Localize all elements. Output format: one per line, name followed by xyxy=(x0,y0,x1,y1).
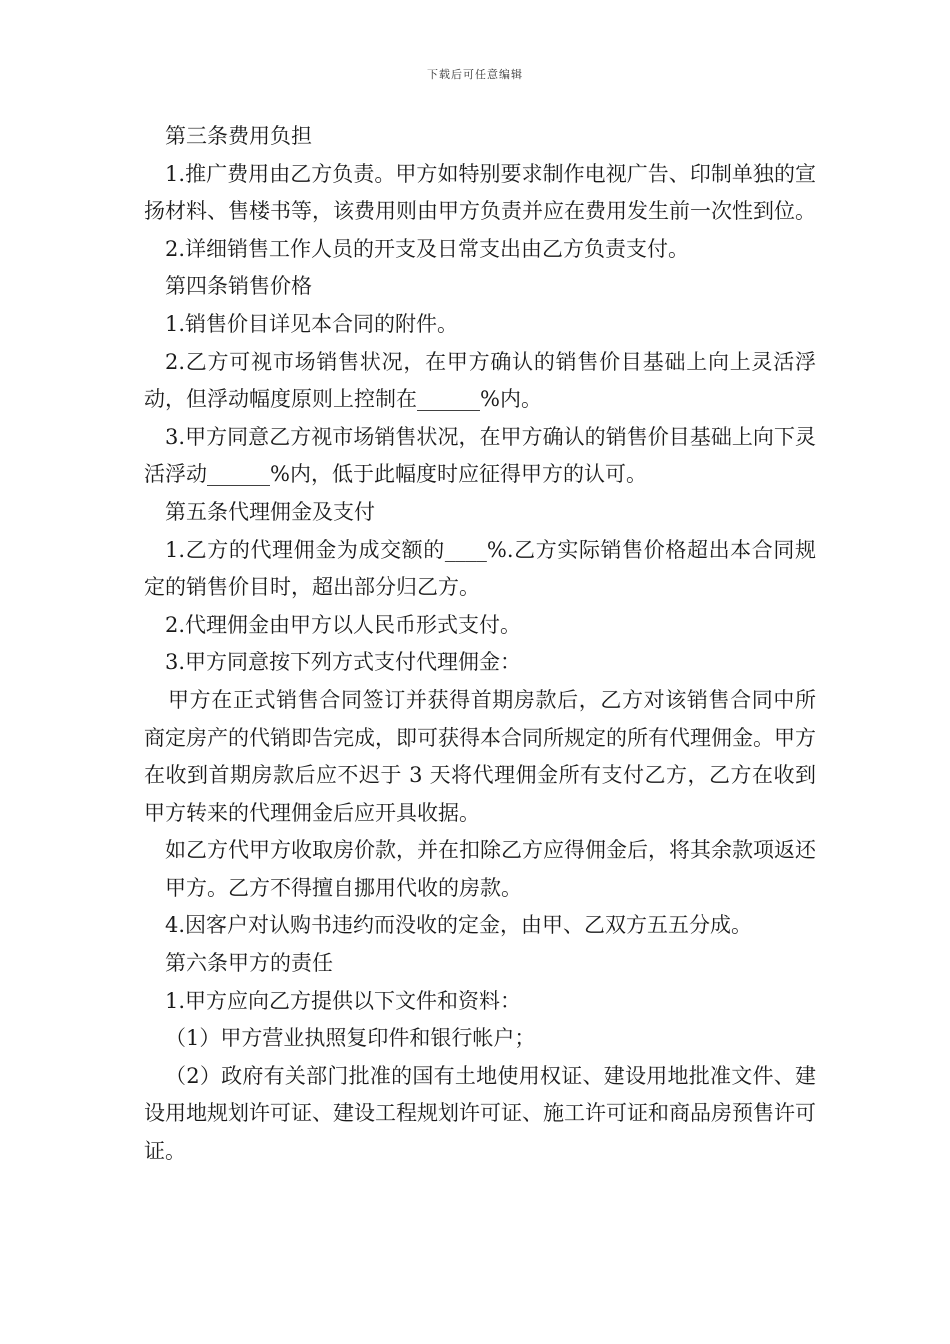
paragraph-6-1-item-1: （1）甲方营业执照复印件和银行帐户； xyxy=(165,1026,536,1051)
paragraph-3-2: 2.详细销售工作人员的开支及日常支出由乙方负责支付。 xyxy=(165,236,690,261)
paragraph-5-1: 1.乙方的代理佣金为成交额的____%.乙方实际销售价格超出本合同规定的销售价目时，超出部分归乙方。 xyxy=(144,537,816,600)
page-header: 下载后可任意编辑 xyxy=(427,68,523,81)
section-heading-5: 第五条代理佣金及支付 xyxy=(165,499,375,524)
paragraph-6-1: 1.甲方应向乙方提供以下文件和资料： xyxy=(165,988,522,1013)
paragraph-4-3: 3.甲方同意乙方视市场销售状况，在甲方确认的销售价目基础上向下灵活浮动______%内，低于此幅度时应征得甲方的认可。 xyxy=(144,424,816,487)
section-heading-3: 第三条费用负担 xyxy=(165,124,312,148)
paragraph-6-1-item-2: （2）政府有关部门批准的国有土地使用权证、建设用地批准文件、建设用地规划许可证、建设工程规划许可证、施工许可证和商品房预售许可证。 xyxy=(144,1063,816,1164)
paragraph-5-4: 4.因客户对认购书违约而没收的定金，由甲、乙双方五五分成。 xyxy=(165,913,753,938)
paragraph-5-2: 2.代理佣金由甲方以人民币形式支付。 xyxy=(165,612,522,637)
section-heading-4: 第四条销售价格 xyxy=(165,274,312,299)
document-body xyxy=(144,118,816,1171)
paragraph-4-2: 2.乙方可视市场销售状况，在甲方确认的销售价目基础上向上灵活浮动，但浮动幅度原则上控制在______%内。 xyxy=(144,349,816,412)
paragraph-5-3-note: 如乙方代甲方收取房价款，并在扣除乙方应得佣金后，将其余款项返还甲方。乙方不得擅自挪用代收的房款。 xyxy=(165,838,816,900)
paragraph-5-3-detail: 甲方在正式销售合同签订并获得首期房款后，乙方对该销售合同中所商定房产的代销即告完成，即可获得本合同所规定的所有代理佣金。甲方在收到首期房款后应不迟于 3 天将代理佣金所有支付乙方，乙方在收到甲方转来的代理佣金后应开具收据。 xyxy=(144,687,816,825)
paragraph-5-3: 3.甲方同意按下列方式支付代理佣金： xyxy=(165,650,522,675)
paragraph-4-1: 1.销售价目详见本合同的附件。 xyxy=(165,311,459,336)
section-heading-6: 第六条甲方的责任 xyxy=(165,951,333,976)
paragraph-3-1: 1.推广费用由乙方负责。甲方如特别要求制作电视广告、印制单独的宣扬材料、售楼书等，该费用则由甲方负责并应在费用发生前一次性到位。 xyxy=(144,161,816,224)
